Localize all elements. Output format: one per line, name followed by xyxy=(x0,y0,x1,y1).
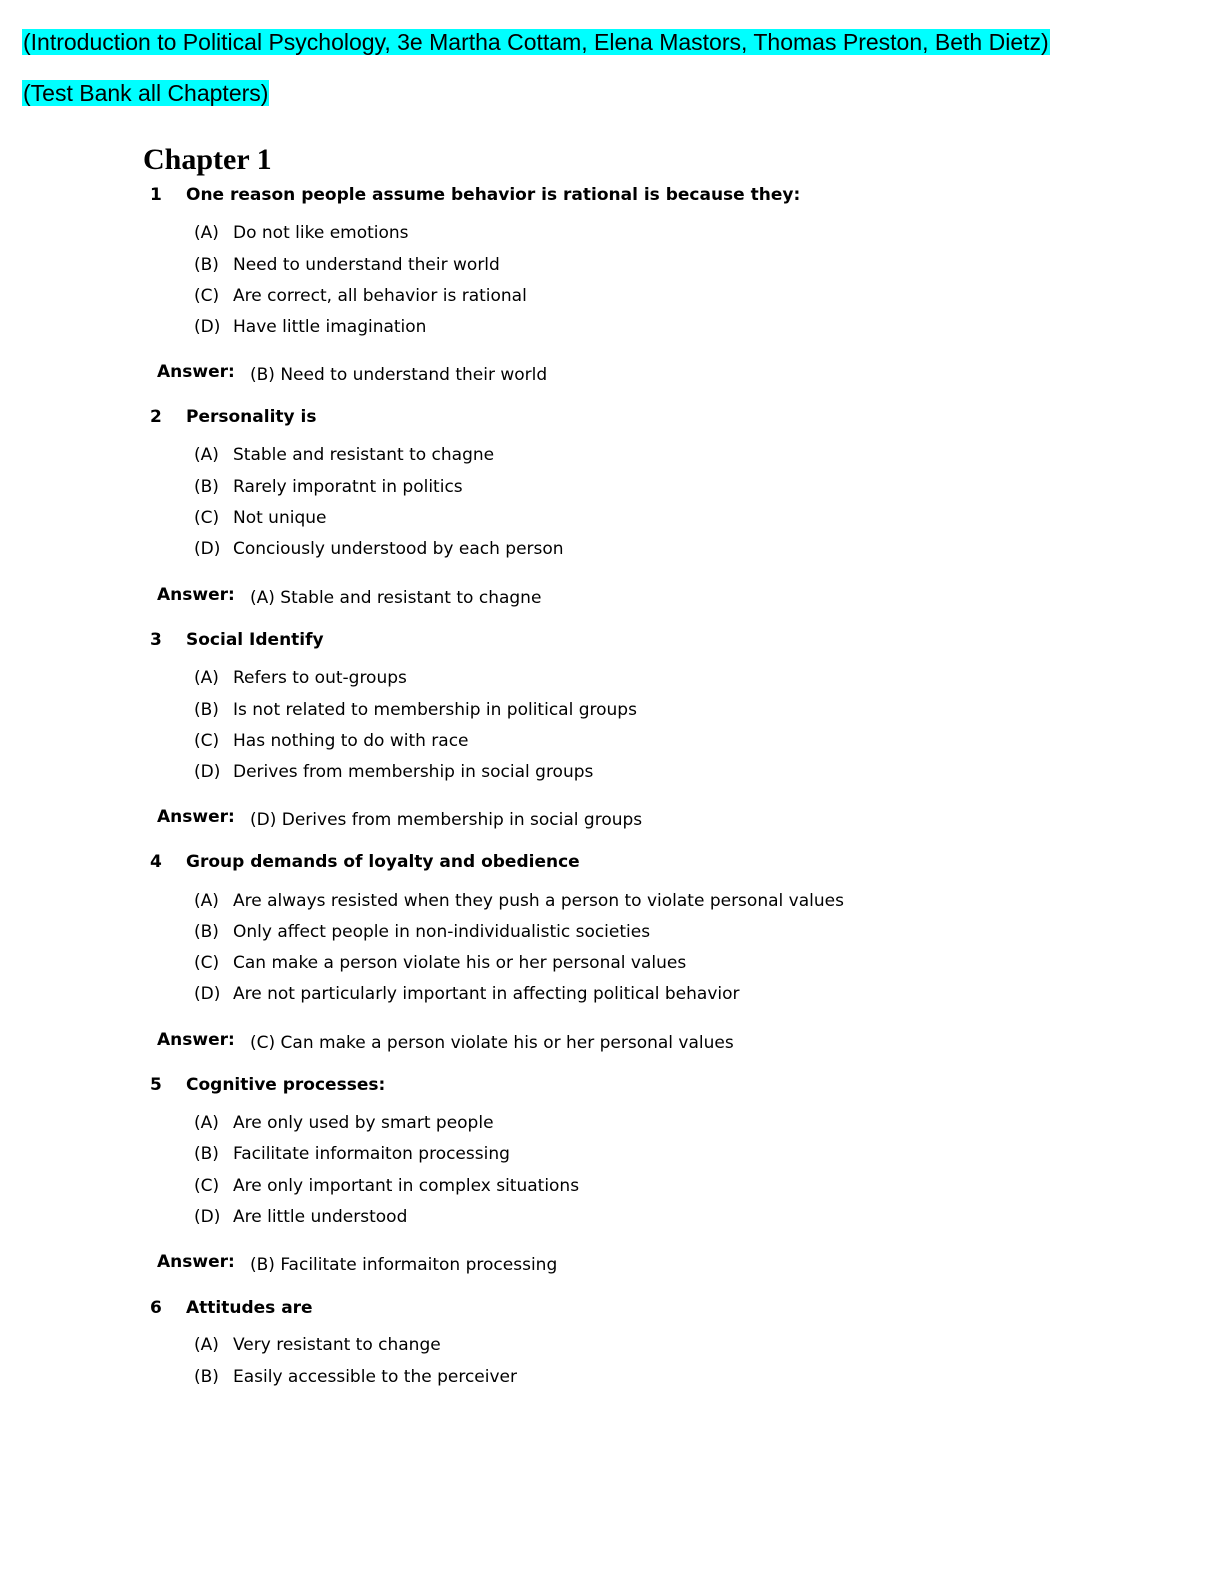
option-a: (A) Very resistant to change xyxy=(194,1335,441,1355)
question-text: One reason people assume behavior is rational is because they: xyxy=(186,185,801,205)
option-d: (D) Conciously understood by each person xyxy=(194,539,564,559)
question-number: 5 xyxy=(150,1075,162,1095)
question-text: Personality is xyxy=(186,407,317,427)
question-number: 2 xyxy=(150,407,162,427)
answer-label: Answer: xyxy=(157,1252,235,1272)
question-number: 3 xyxy=(150,630,162,650)
option-b: (B) Rarely imporatnt in politics xyxy=(194,477,463,497)
option-c: (C) Can make a person violate his or her personal values xyxy=(194,953,687,973)
answer-value: (A) Stable and resistant to chagne xyxy=(250,588,542,608)
answer-value: (B) Need to understand their world xyxy=(250,365,548,385)
question-number: 6 xyxy=(150,1298,162,1318)
answer-value: (D) Derives from membership in social groups xyxy=(250,810,643,830)
option-d: (D) Are little understood xyxy=(194,1207,408,1227)
answer-label: Answer: xyxy=(157,585,235,605)
document-subtitle-line: (Test Bank all Chapters) xyxy=(23,80,269,106)
option-a: (A) Stable and resistant to chagne xyxy=(194,445,495,465)
answer-label: Answer: xyxy=(157,1030,235,1050)
option-d: (D) Have little imagination xyxy=(194,317,427,337)
option-b: (B) Only affect people in non-individualistic societies xyxy=(194,922,651,942)
option-d: (D) Are not particularly important in affecting political behavior xyxy=(194,984,740,1004)
option-c: (C) Has nothing to do with race xyxy=(194,731,469,751)
answer-value: (C) Can make a person violate his or her personal values xyxy=(250,1033,734,1053)
option-c: (C) Not unique xyxy=(194,508,327,528)
option-b: (B) Easily accessible to the perceiver xyxy=(194,1367,517,1387)
option-d: (D) Derives from membership in social groups xyxy=(194,762,594,782)
question-text: Group demands of loyalty and obedience xyxy=(186,852,580,872)
question-text: Cognitive processes: xyxy=(186,1075,386,1095)
option-b: (B) Need to understand their world xyxy=(194,255,500,275)
question-text: Social Identify xyxy=(186,630,324,650)
document-title-line: (Introduction to Political Psychology, 3e Martha Cottam, Elena Mastors, Thomas Preston, Beth Dietz) xyxy=(23,29,1049,55)
option-c: (C) Are only important in complex situations xyxy=(194,1176,580,1196)
option-a: (A) Refers to out-groups xyxy=(194,668,407,688)
option-b: (B) Facilitate informaiton processing xyxy=(194,1144,510,1164)
question-text: Attitudes are xyxy=(186,1298,313,1318)
question-number: 4 xyxy=(150,852,162,872)
answer-label: Answer: xyxy=(157,362,235,382)
option-b: (B) Is not related to membership in political groups xyxy=(194,700,637,720)
option-a: (A) Do not like emotions xyxy=(194,223,409,243)
option-a: (A) Are always resisted when they push a person to violate personal values xyxy=(194,891,844,911)
answer-label: Answer: xyxy=(157,807,235,827)
option-a: (A) Are only used by smart people xyxy=(194,1113,494,1133)
chapter-heading: Chapter 1 xyxy=(143,143,272,176)
option-c: (C) Are correct, all behavior is rational xyxy=(194,286,527,306)
answer-value: (B) Facilitate informaiton processing xyxy=(250,1255,558,1275)
question-number: 1 xyxy=(150,185,162,205)
